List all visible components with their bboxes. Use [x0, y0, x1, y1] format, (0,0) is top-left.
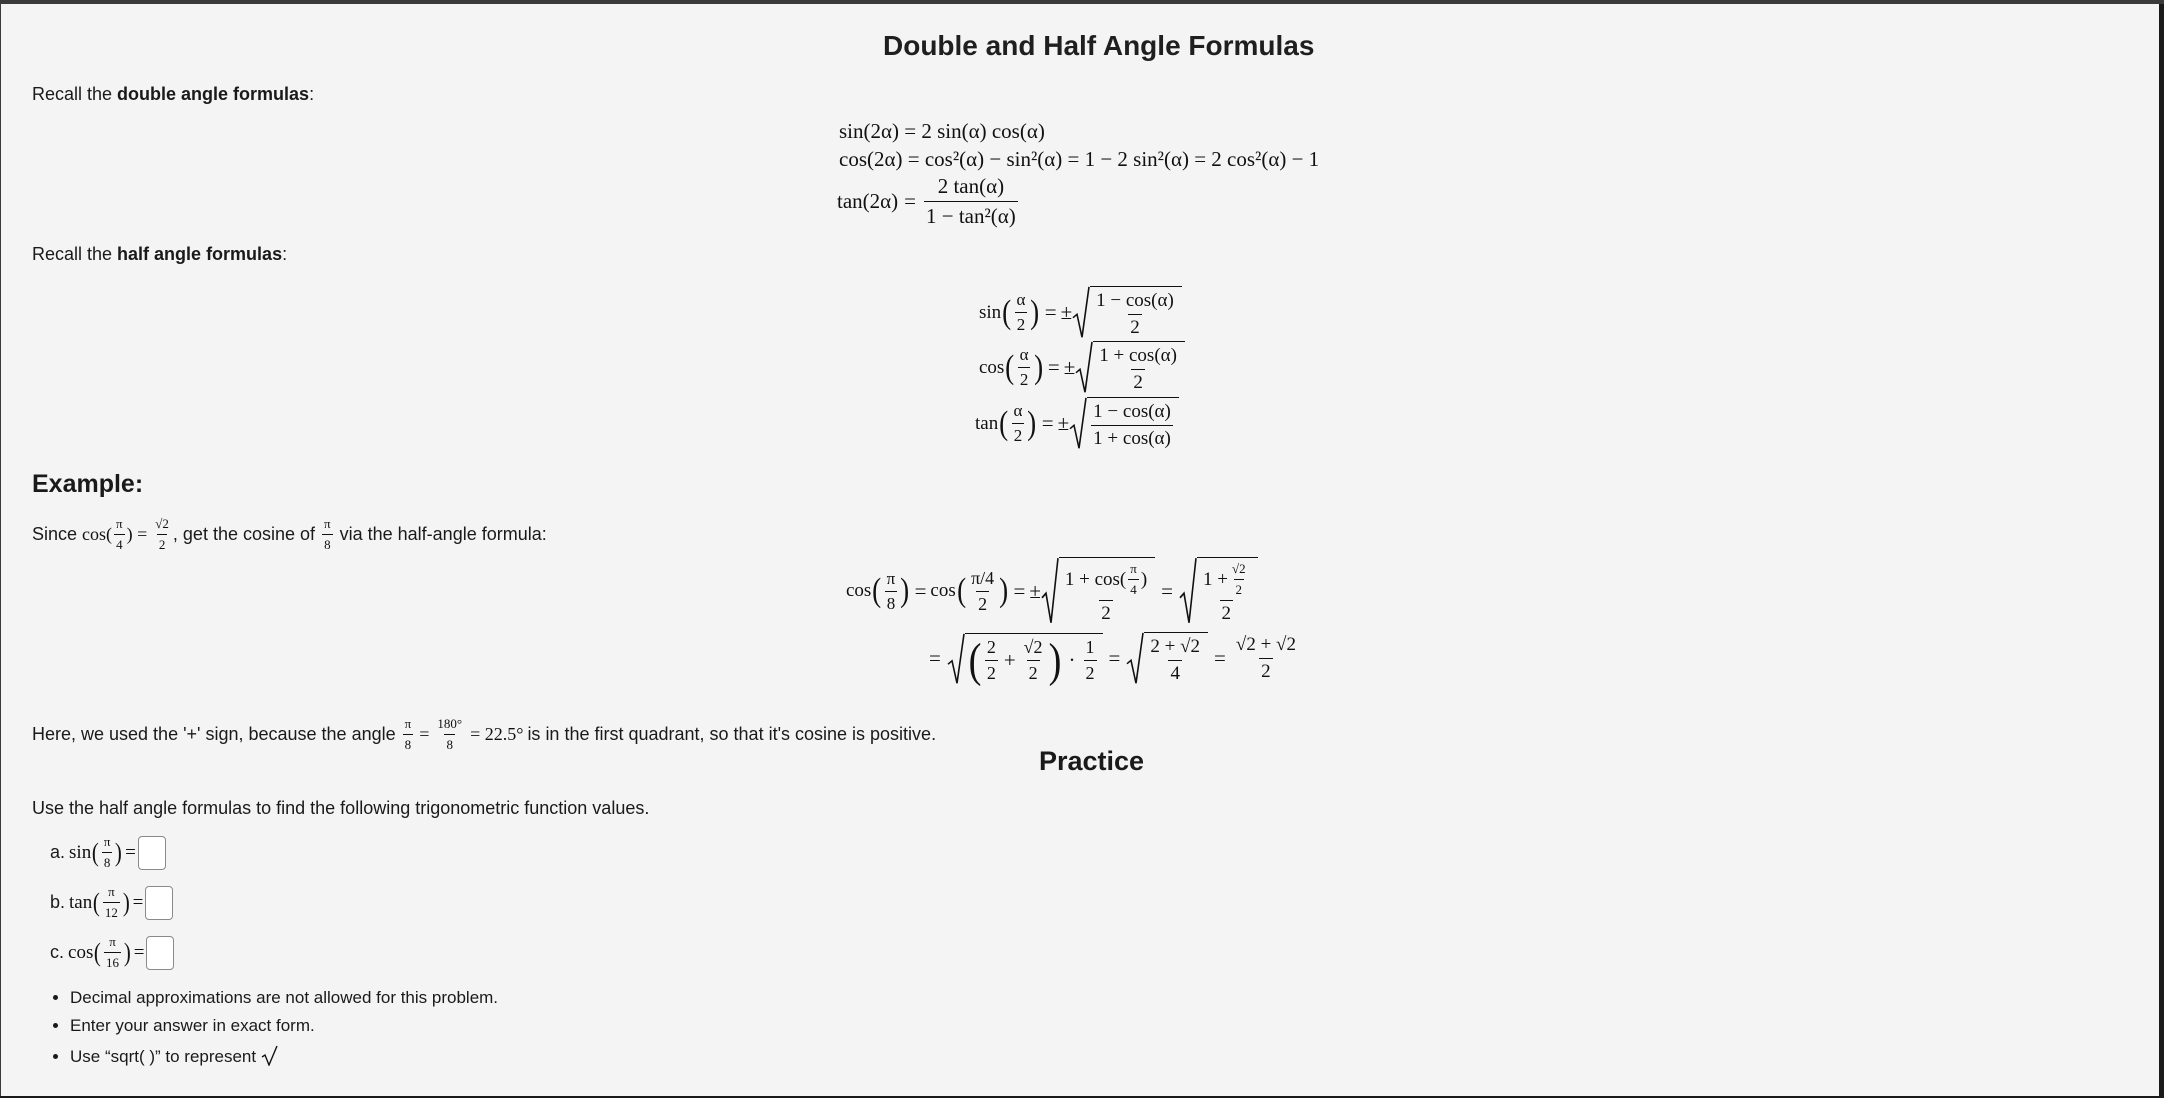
paren-open: (: [92, 837, 100, 867]
notes-list-wrapper: [34, 988, 498, 1079]
double-angle-tan: [837, 174, 1020, 229]
dl2-f3-num: 1: [1085, 637, 1095, 657]
d2-rhs: cos²(α) − sin²(α) = 1 − 2 sin²(α) = 2 cos²(α) − 1: [924, 147, 1320, 171]
here-deg: = 22.5°: [470, 724, 524, 744]
dl1-fn: cos: [846, 580, 872, 601]
dl1-inner1-num: [1063, 561, 1149, 600]
dl2-f4-den: 4: [1168, 660, 1182, 685]
here-pi8-den: 8: [403, 734, 414, 753]
dl1-frac2: [969, 568, 996, 615]
here-pi8: [403, 716, 414, 753]
problem-b-den: 12: [103, 902, 120, 921]
paren-open: (: [93, 887, 101, 917]
problem-c-label: c.: [50, 942, 65, 962]
sqrt-symbol-icon: [261, 1044, 279, 1071]
paren-close: ): [123, 937, 131, 967]
d2-lhs: cos(2α): [839, 147, 903, 171]
dl1-pi4-den: 4: [1128, 579, 1139, 598]
h1-pm: ±: [1060, 300, 1073, 324]
dl1-frac: [885, 569, 898, 614]
paren-open: (: [1002, 293, 1012, 331]
dl2-f5-den: 2: [1259, 658, 1273, 683]
dl2-f3-den: 2: [1084, 660, 1097, 684]
h2-pm: ±: [1063, 355, 1076, 379]
h1-sqrt: [1072, 286, 1182, 339]
example-cos-close: ) =: [126, 524, 148, 544]
double-angle-sin: [839, 119, 1045, 144]
recall-double-bold: double angle formulas: [117, 84, 310, 104]
d3-den: 1 − tan²(α): [924, 201, 1018, 229]
practice-intro: Use the half angle formulas to find the following trigonometric function values.: [32, 798, 650, 818]
h1-fn: sin: [979, 301, 1002, 323]
dl1-cos-open: 1 + cos(: [1064, 568, 1127, 590]
page-title: Double and Half Angle Formulas: [883, 30, 1315, 61]
example-pi8: [322, 516, 333, 553]
double-angle-cos: [839, 147, 1319, 172]
dl2-f4: [1148, 636, 1202, 685]
example-since: Since: [32, 524, 78, 544]
here-180-den: 8: [444, 734, 455, 753]
d1-lhs: sin(2α): [839, 119, 899, 143]
quadrant-sentence: [32, 716, 936, 753]
dl1-inner2-num: [1201, 561, 1252, 600]
problem-b: [50, 884, 173, 921]
paren-open: (: [94, 937, 102, 967]
problem-b-fn: tan: [69, 891, 93, 913]
content-frame: [0, 4, 2159, 1096]
dl2-sqrt1: [947, 633, 1103, 685]
problem-b-eq: =: [132, 891, 144, 913]
example-heading: Example:: [32, 470, 144, 498]
h2-fn: cos: [979, 356, 1005, 378]
h1-frac: [1015, 290, 1028, 335]
half-angle-cos: [979, 341, 1185, 394]
recall-half-prefix: Recall the: [32, 244, 118, 264]
h3-frac: [1012, 401, 1025, 446]
pi4-den: 4: [114, 534, 125, 553]
dl2-f2: [1022, 637, 1045, 684]
recall-double-suffix: :: [309, 84, 315, 104]
h3-sqrt: [1069, 397, 1179, 450]
problem-a-num: π: [103, 834, 111, 849]
h3-den: 2: [1012, 423, 1025, 446]
h1-inner-den: 2: [1128, 314, 1142, 339]
h2-inner-num: 1 + cos(α): [1099, 345, 1177, 366]
dl1-num: π: [886, 568, 896, 588]
dl1-eq3: =: [1161, 578, 1173, 603]
here-180-8: [435, 716, 464, 753]
problem-a-den: 8: [102, 852, 113, 871]
note-item: [70, 1016, 498, 1036]
answer-input-a[interactable]: [138, 836, 166, 870]
dl2-f1-num: 2: [986, 637, 996, 657]
note-item: [70, 988, 498, 1008]
paren-open: (: [968, 633, 982, 687]
example-pi4: [114, 516, 125, 553]
dl2-f1-den: 2: [985, 660, 998, 684]
derivation-line-2: [923, 632, 1300, 685]
dl1-cos-close: ): [1140, 568, 1148, 590]
dl1-fn2: cos: [930, 580, 956, 601]
note-3: Use “sqrt( )” to represent: [70, 1046, 257, 1066]
pi8-num: π: [324, 516, 331, 531]
h1-num: α: [1016, 290, 1026, 309]
dl2-f2-den: 2: [1027, 660, 1040, 684]
radical-icon: [947, 633, 965, 685]
h2-den: 2: [1018, 367, 1031, 390]
dl1-num2: π/4: [971, 567, 995, 588]
h1-inner-num: 1 − cos(α): [1096, 290, 1174, 311]
derivation-line-1: [846, 557, 1258, 625]
here-prefix: Here, we used the '+' sign, because the angle: [32, 724, 396, 744]
radical-icon: [1072, 286, 1090, 339]
problem-b-label: b.: [50, 892, 66, 912]
h2-eq: =: [1047, 355, 1060, 379]
paren-close: ): [122, 887, 130, 917]
recall-half-suffix: :: [282, 244, 288, 264]
paren-close: ): [115, 837, 123, 867]
dl1-den: 8: [885, 591, 898, 614]
practice-heading: Practice: [1039, 746, 1145, 776]
dl1-s2-num: √2: [1231, 561, 1246, 576]
problem-a-fn: sin: [69, 841, 92, 863]
dl1-den2: 2: [976, 591, 989, 615]
h2-inner-den: 2: [1131, 369, 1145, 394]
paren-close: ): [1027, 404, 1037, 442]
dl1-eq2: =: [1013, 578, 1026, 603]
h1-den: 2: [1015, 312, 1028, 335]
recall-half-text: [32, 244, 287, 265]
dl2-f4-num: 2 + √2: [1150, 636, 1201, 657]
paren-open: (: [956, 572, 966, 609]
example-cos-open: cos(: [82, 524, 113, 544]
h3-inner-num: 1 − cos(α): [1093, 401, 1171, 422]
paren-open: (: [872, 572, 882, 609]
notes-list: [34, 988, 498, 1071]
dl2-sqrt2: [1126, 632, 1208, 685]
s2-num: √2: [155, 516, 169, 531]
h2-inner-frac: [1097, 345, 1179, 394]
answer-input-c[interactable]: [146, 936, 174, 970]
note-2: Enter your answer in exact form.: [70, 1016, 315, 1035]
dl2-f2-num: √2: [1023, 637, 1043, 657]
problem-b-num: π: [108, 884, 115, 899]
here-suffix: is in the first quadrant, so that it's cosine is positive.: [527, 724, 937, 744]
problem-a-frac: [102, 834, 113, 871]
paren-close: ): [999, 572, 1009, 609]
dl1-one-plus: 1 +: [1203, 568, 1228, 590]
paren-open: (: [999, 404, 1009, 442]
s2-den: 2: [157, 534, 168, 553]
note-item: [70, 1044, 498, 1071]
dl2-dot: ·: [1068, 648, 1076, 672]
dl1-pi4: [1128, 561, 1139, 598]
dl2-f5-num: √2 + √2: [1235, 634, 1296, 655]
radical-icon: [1041, 557, 1059, 625]
h3-inner-den: 1 + cos(α): [1091, 425, 1173, 450]
dl2-eq1: =: [929, 646, 941, 670]
problem-c-num: π: [109, 934, 116, 949]
paren-close: ): [1033, 348, 1043, 386]
here-eq: =: [419, 724, 430, 744]
problem-a-label: a.: [50, 842, 66, 862]
dl2-f5: [1234, 634, 1298, 683]
dl2-plus: +: [1003, 648, 1016, 672]
paren-open: (: [1005, 348, 1015, 386]
half-angle-tan: [975, 397, 1179, 450]
dl1-s2: [1230, 561, 1248, 598]
d1-eq: =: [904, 119, 917, 143]
d3-eq: =: [904, 189, 916, 213]
pi4-num: π: [116, 516, 123, 531]
recall-double-prefix: Recall the: [32, 84, 118, 104]
dl1-pm: ±: [1029, 578, 1041, 603]
recall-double-text: [32, 84, 314, 105]
h3-inner-frac: [1091, 401, 1173, 450]
radical-icon: [1179, 557, 1197, 625]
d1-rhs: 2 sin(α) cos(α): [921, 119, 1045, 143]
dl2-f3: [1084, 637, 1097, 684]
h2-frac: [1018, 345, 1031, 390]
h2-num: α: [1019, 345, 1029, 364]
problem-c-den: 16: [104, 952, 121, 971]
dl2-body: [965, 633, 1103, 685]
example-end: via the half-angle formula:: [339, 524, 547, 544]
d3-fraction: [924, 174, 1018, 229]
example-sentence: [32, 516, 547, 553]
answer-input-b[interactable]: [145, 886, 173, 920]
here-180-num: 180°: [437, 716, 463, 731]
dl1-pi4-num: π: [1130, 561, 1137, 576]
dl2-f1: [985, 637, 998, 684]
dl1-sqrt1: [1041, 557, 1155, 625]
h2-sqrt: [1075, 341, 1185, 394]
note-1: Decimal approximations are not allowed for this problem.: [70, 988, 499, 1007]
paren-close: ): [1030, 293, 1040, 331]
dl1-s2-den: 2: [1234, 579, 1245, 598]
problem-c-frac: [104, 934, 121, 971]
dl1-inner2-den: 2: [1220, 600, 1234, 625]
radical-icon: [1069, 397, 1087, 450]
radical-icon: [1075, 341, 1093, 394]
dl1-inner1: [1063, 561, 1149, 625]
problem-b-frac: [103, 884, 120, 921]
h3-pm: ±: [1057, 411, 1070, 435]
h1-inner-frac: [1094, 290, 1176, 339]
dl2-eq2: =: [1108, 646, 1121, 670]
h3-eq: =: [1041, 411, 1054, 435]
dl1-inner1-den: 2: [1099, 600, 1113, 625]
paren-close: ): [1048, 633, 1061, 687]
h3-num: α: [1013, 401, 1023, 420]
h1-eq: =: [1044, 300, 1057, 324]
recall-half-bold: half angle formulas: [117, 244, 283, 264]
pi8-den: 8: [322, 534, 333, 553]
dl2-eq3: =: [1214, 646, 1226, 670]
radical-icon: [1126, 632, 1144, 685]
problem-c: [50, 934, 174, 971]
d3-num: 2 tan(α): [937, 174, 1005, 198]
half-angle-sin: [979, 286, 1182, 339]
here-pi8-num: π: [404, 716, 412, 731]
d2-eq: =: [907, 147, 920, 171]
h3-fn: tan: [975, 412, 999, 434]
dl1-inner2: [1201, 561, 1252, 625]
d3-lhs: tan(2α): [837, 189, 899, 213]
example-sqrt2-over-2: [153, 516, 171, 553]
problem-c-fn: cos: [68, 941, 94, 963]
problem-a-eq: =: [125, 841, 136, 863]
example-mid: , get the cosine of: [172, 524, 316, 544]
problem-a: [50, 834, 166, 871]
dl1-eq1: =: [914, 578, 927, 603]
problem-c-eq: =: [133, 941, 145, 963]
dl1-sqrt2: [1179, 557, 1258, 625]
paren-close: ): [900, 572, 910, 609]
